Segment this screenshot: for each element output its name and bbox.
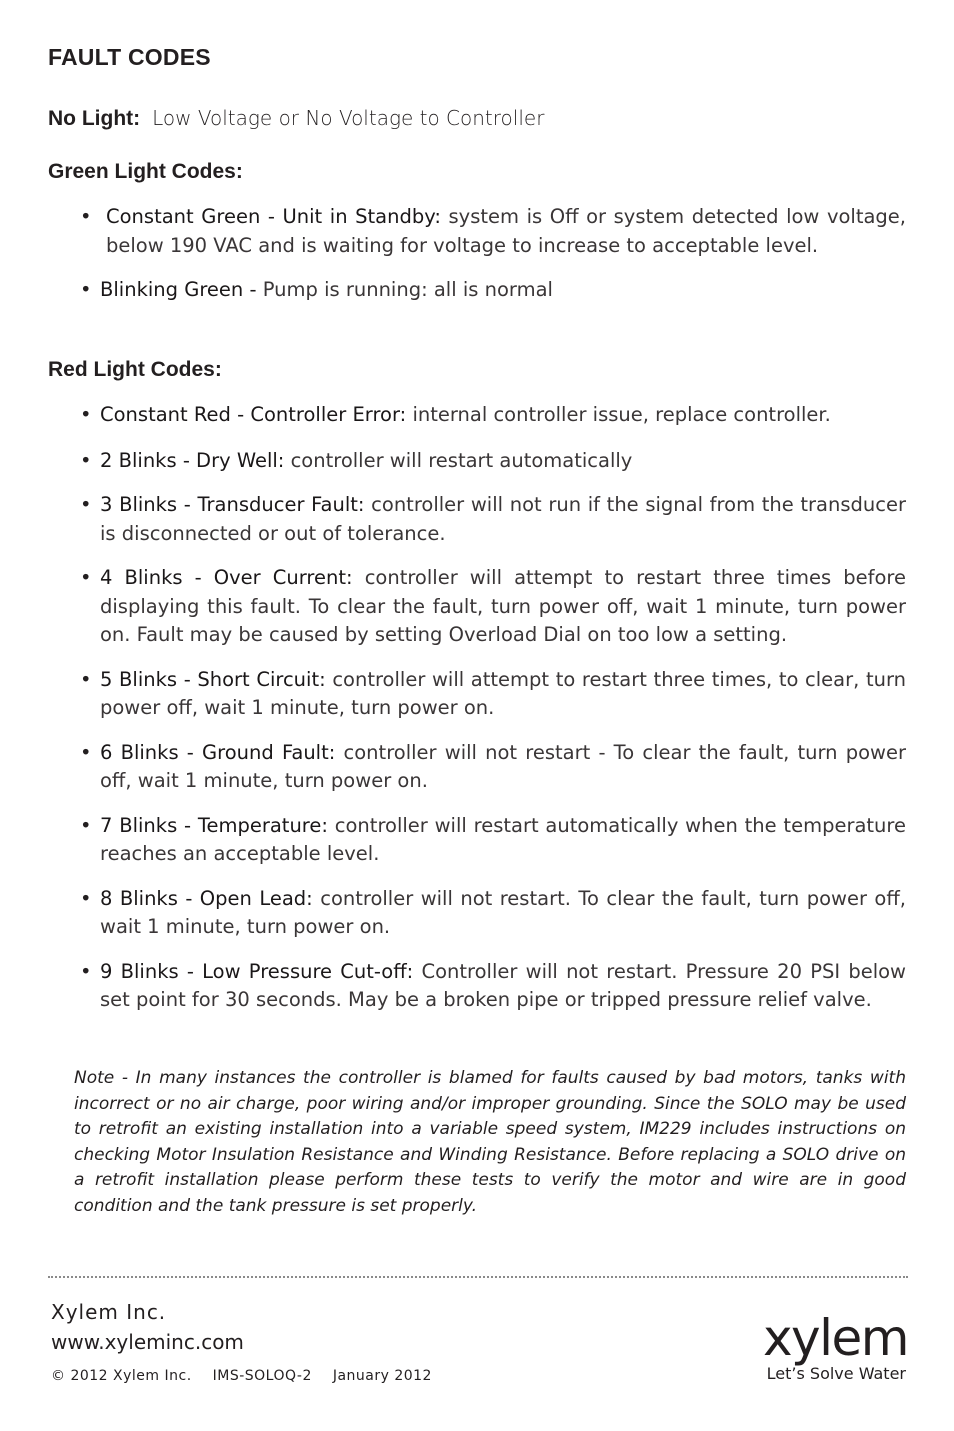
document-id: IMS-SOLOQ-2 — [212, 1368, 312, 1384]
bullet-icon: • — [80, 566, 92, 589]
bullet-icon: • — [80, 205, 92, 228]
code-description: controller will not run if the signal from the transducer is disconnected or out of tolerance. — [100, 493, 906, 545]
logo-tagline: Let’s Solve Water — [766, 1364, 906, 1383]
bullet-icon: • — [80, 667, 92, 691]
bullet-icon: • — [80, 403, 92, 426]
code-description: system is Off or system detected low voltage, below 190 VAC and is waiting for voltage to increase to acceptable level. — [106, 205, 907, 257]
bullet-icon: • — [80, 493, 92, 516]
list-item — [80, 666, 906, 723]
note-label: Note — [74, 1068, 115, 1088]
list-item — [80, 885, 906, 942]
code-term: 3 Blinks - Transducer Fault: — [100, 493, 365, 516]
red-light-heading: Red Light Codes: — [48, 358, 222, 381]
list-item — [80, 276, 906, 305]
footer-company: Xylem Inc. — [51, 1300, 167, 1324]
code-description: controller will not restart. To clear the fault, turn power off, wait 1 minute, turn power on. — [100, 886, 906, 938]
bullet-icon: • — [80, 813, 92, 837]
list-item — [80, 447, 906, 476]
no-light-line — [48, 106, 544, 131]
code-term: Constant Red - Controller Error: — [100, 403, 407, 426]
list-item — [80, 812, 906, 869]
code-description: controller will restart automatically — [290, 448, 633, 472]
code-term: 8 Blinks - Open Lead: — [100, 886, 313, 910]
code-description: controller will attempt to restart three times, to clear, turn power off, wait 1 minute, turn power on. — [100, 667, 906, 719]
code-description: Pump is running: all is normal — [262, 278, 553, 301]
code-description: internal controller issue, replace controller. — [412, 403, 831, 426]
code-term: 9 Blinks - Low Pressure Cut-off: — [100, 959, 414, 983]
green-light-heading: Green Light Codes: — [48, 160, 243, 183]
code-description: controller will restart automatically when the temperature reaches an acceptable level. — [100, 813, 906, 865]
footer-url-link[interactable]: www.xyleminc.com — [51, 1330, 244, 1354]
code-term: 5 Blinks - Short Circuit: — [100, 667, 326, 691]
logo-wordmark: xylem — [762, 1309, 908, 1367]
bullet-icon: • — [80, 740, 92, 764]
code-description: controller will not restart - To clear the fault, turn power off, wait 1 minute, turn power on. — [100, 740, 907, 792]
list-item — [80, 203, 906, 260]
footer-divider — [48, 1276, 908, 1278]
code-term: 6 Blinks - Ground Fault: — [100, 740, 336, 764]
xylem-logo — [696, 1309, 908, 1388]
code-description: Controller will not restart. Pressure 20 PSI below set point for 30 seconds. May be a broken pipe or tripped pressure relief valve. — [100, 959, 906, 1011]
code-term: Constant Green - Unit in Standby: — [106, 205, 441, 228]
note-paragraph — [74, 1066, 906, 1220]
list-item — [80, 739, 906, 796]
bullet-icon: • — [80, 886, 92, 910]
note-text: - In many instances the controller is blamed for faults caused by bad motors, tanks with incorrect or no air charge, poor wiring and/or improper grounding. Since the SOLO may be used to retrofit an existing installation into a variable speed system, IM229 includes instructions on checking Motor Insulation Resistance and Winding Resistance. Before replacing a SOLO drive on a retrofit installation please perform these tests to verify the motor and wire are in good condition and the tank pressure is set properly. — [74, 1068, 906, 1216]
copyright-text: © 2012 Xylem Inc. — [51, 1368, 192, 1384]
page-title: FAULT CODES — [48, 44, 211, 70]
bullet-icon: • — [80, 959, 92, 983]
green-light-list — [80, 203, 906, 305]
code-term: 7 Blinks - Temperature: — [100, 813, 328, 837]
list-item — [80, 564, 906, 650]
no-light-text: Low Voltage or No Voltage to Controller — [152, 106, 545, 130]
code-term: 2 Blinks - Dry Well: — [100, 448, 285, 472]
code-description: controller will attempt to restart three times before displaying this fault. To clear the fault, turn power off, wait 1 minute, turn power on. Fault may be caused by setting Overload Dial on too low a setting. — [100, 566, 906, 646]
publication-date: January 2012 — [332, 1368, 432, 1384]
bullet-icon: • — [80, 448, 92, 472]
list-item — [80, 401, 906, 430]
bullet-icon: • — [80, 278, 92, 301]
code-term: 4 Blinks - Over Current: — [100, 566, 353, 589]
list-item — [80, 958, 906, 1015]
no-light-label: No Light: — [48, 107, 141, 130]
document-page — [48, 0, 908, 1431]
code-term: Blinking Green - — [100, 278, 257, 301]
footer-legal — [51, 1368, 448, 1384]
red-light-list — [80, 401, 906, 1015]
list-item — [80, 491, 906, 548]
